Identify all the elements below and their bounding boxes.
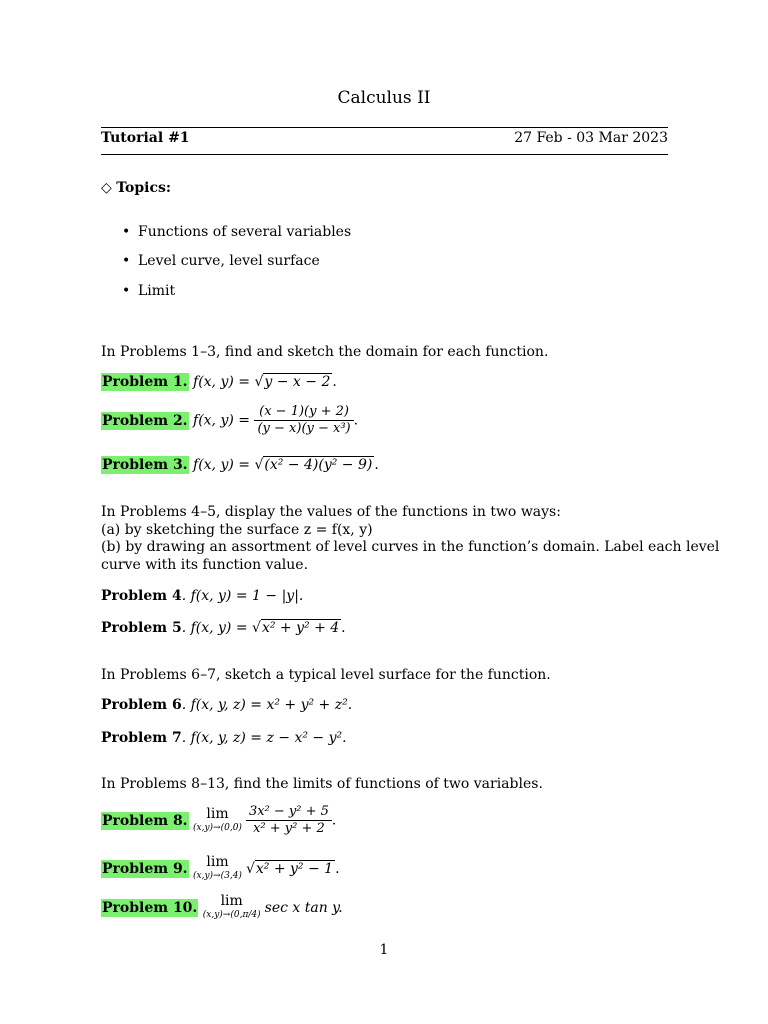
- fraction: $\frac{(x - 1)(y + 2)}{\text{(y − x)(y − x³)}}$: [254, 404, 353, 437]
- page-number: 1: [379, 942, 389, 958]
- topic-item: • Functions of several variables: [122, 224, 352, 240]
- problem-label: Problem 10.: [102, 900, 198, 916]
- problem-4: Problem 4. f(x, y) = 1 − |y|.: [101, 588, 304, 604]
- problem-label: Problem 8.: [102, 812, 188, 829]
- limit-operator: lim (x,y)→(0,π/4): [202, 893, 261, 920]
- tutorial-date: 27 Feb - 03 Mar 2023: [514, 130, 668, 146]
- problem-8: Problem 8. lim (x,y)→(0,0) $\frac{\text{3x² − y² + 5}}{\text{x² + y² + 2}}$ .: [102, 804, 337, 836]
- topics-heading: [101, 180, 171, 196]
- problem-9: Problem 9. lim (x,y)→(3,4) √x² + y² − 1 .: [102, 854, 340, 881]
- problem-6: Problem 6. f(x, y, z) = x² + y² + z².: [101, 697, 353, 713]
- topic-item: • Level curve, level surface: [122, 253, 320, 269]
- limit-operator: lim (x,y)→(3,4): [193, 854, 242, 881]
- problem-label: Problem 3.: [102, 457, 188, 473]
- limit-operator: lim (x,y)→(0,0): [193, 805, 242, 833]
- problem-2: Problem 2. f(x, y) = $\frac{(x - 1)(y + 2)}{\text{(y − x)(y − x³)}}$ .: [102, 404, 359, 436]
- instructions-8-13: In Problems 8–13, find the limits of functions of two variables.: [101, 776, 543, 792]
- problem-label: Problem 6: [101, 697, 182, 713]
- square-root: √x² + y² − 1: [245, 861, 334, 877]
- topics-title: Topics:: [116, 180, 172, 196]
- bullet-icon: •: [122, 283, 131, 299]
- fraction: $\frac{\text{3x² − y² + 5}}{\text{x² + y² + 2}}$: [246, 804, 332, 837]
- header-bottom-rule: [101, 154, 668, 155]
- problem-7: Problem 7. f(x, y, z) = z − x² − y².: [101, 730, 347, 746]
- problem-5: Problem 5. f(x, y) = √x² + y² + 4 .: [101, 620, 346, 636]
- instructions-6-7: In Problems 6–7, sketch a typical level surface for the function.: [101, 667, 551, 683]
- problem-label: Problem 2.: [102, 412, 188, 429]
- bullet-icon: •: [122, 224, 131, 240]
- instructions-4-5-line-4: curve with its function value.: [101, 557, 309, 573]
- problem-1: Problem 1. f(x, y) = √y − x − 2 .: [102, 374, 337, 390]
- document-title: Calculus II: [337, 88, 431, 108]
- problem-label: Problem 9.: [102, 861, 188, 877]
- problem-3: Problem 3. f(x, y) = √(x² − 4)(y² − 9) .: [102, 457, 379, 473]
- instructions-1-3: In Problems 1–3, find and sketch the domain for each function.: [101, 344, 549, 360]
- square-root: √(x² − 4)(y² − 9): [254, 457, 373, 473]
- topic-item: • Limit: [122, 283, 176, 299]
- instructions-4-5-line-1: In Problems 4–5, display the values of the functions in two ways:: [101, 504, 561, 520]
- problem-label: Problem 5: [101, 620, 182, 636]
- problem-10: Problem 10. lim (x,y)→(0,π/4) sec x tan y.: [102, 893, 343, 920]
- problem-label: Problem 1.: [102, 374, 188, 390]
- bullet-icon: •: [122, 253, 131, 269]
- diamond-icon: ◇: [101, 180, 112, 196]
- instructions-4-5-line-2: (a) by sketching the surface z = f(x, y): [101, 522, 373, 538]
- problem-label: Problem 4: [101, 588, 182, 604]
- problem-label: Problem 7: [101, 730, 182, 746]
- square-root: √x² + y² + 4: [252, 620, 340, 636]
- tutorial-label: Tutorial #1: [101, 130, 190, 146]
- instructions-4-5-line-3: (b) by drawing an assortment of level curves in the function’s domain. Label each level: [101, 539, 720, 555]
- square-root: √y − x − 2: [254, 374, 331, 390]
- header-top-rule: [101, 127, 668, 128]
